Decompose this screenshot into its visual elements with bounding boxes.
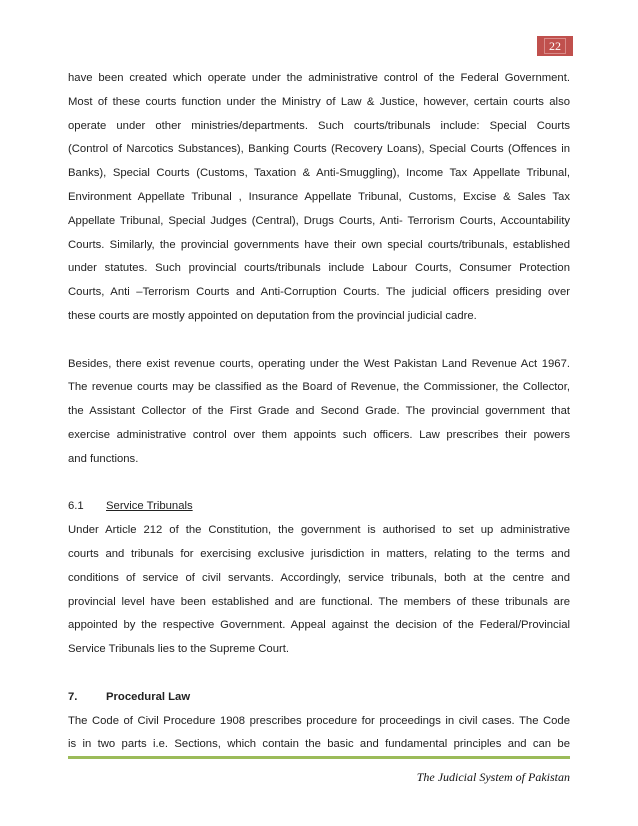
text-line: The revenue courts may be classified as the Board of Revenue, the Commissioner, the Collector, [68,381,570,394]
page-number-badge [537,36,573,56]
footer-rule [68,756,570,759]
text-line: appointed by the respective Government. Appeal against the decision of the Federal/Provincial [68,619,570,632]
section-title: Service Tribunals [106,500,193,513]
text-line: The Code of Civil Procedure 1908 prescribes procedure for proceedings in civil cases. The Code [68,714,570,727]
text-line: Environment Appellate Tribunal , Insurance Appellate Tribunal, Customs, Excise & Sales Tax [68,190,570,203]
text-line: Under Article 212 of the Constitution, the government is authorised to set up administrative [68,524,570,537]
text-line: the Assistant Collector of the First Grade and Second Grade. The provincial government that [68,405,570,418]
paragraph-special-courts [68,70,570,332]
text-line: provincial level have been established and are functional. The members of these tribunals are [68,595,570,608]
footer-title: The Judicial System of Pakistan [416,770,570,784]
text-line: Service Tribunals lies to the Supreme Court. [68,643,290,656]
paragraph-revenue-courts [68,356,570,475]
text-line: courts and tribunals for exercising exclusive jurisdiction in matters, relating to the terms and [68,547,570,560]
text-line: under statutes. Such provincial courts/tribunals include Labour Courts, Consumer Protection [68,262,570,275]
text-line: have been created which operate under the administrative control of the Federal Government. [68,72,570,84]
text-line: Besides, there exist revenue courts, operating under the West Pakistan Land Revenue Act 1967. [68,357,570,370]
text-line: Banks), Special Courts (Customs, Taxation & Anti-Smuggling), Income Tax Appellate Tribunal, [68,167,570,180]
section-heading-6-1 [68,498,570,522]
text-line: and functions. [68,452,139,465]
paragraph-procedural-law [68,713,570,761]
text-line: exercise administrative control over them appoints such officers. Law prescribes their powers [68,428,570,441]
text-line: Courts, Anti –Terrorism Courts and Anti-Corruption Courts. The judicial officers presiding over [68,286,570,299]
text-line: conditions of service of civil servants. Accordingly, service tribunals, both at the centre and [68,571,570,584]
text-line: (Control of Narcotics Substances), Banking Courts (Recovery Loans), Special Courts (Offences in [68,143,570,156]
section-number: 6.1 [68,500,84,513]
section-number: 7. [68,690,78,703]
section-title: Procedural Law [106,690,191,703]
text-line: operate under other ministries/departments. Such courts/tribunals include: Special Courts [68,119,570,132]
paragraph-service-tribunals [68,522,570,665]
text-line: these courts are mostly appointed on deputation from the provincial judicial cadre. [68,309,477,322]
text-line: Courts. Similarly, the provincial governments have their own special courts/tribunals, established [68,238,570,251]
text-line: Most of these courts function under the Ministry of Law & Justice, however, certain courts also [68,95,570,108]
text-line: Appellate Tribunal, Special Judges (Central), Drugs Courts, Anti- Terrorism Courts, Accountability [68,214,570,227]
page-body [68,70,570,760]
text-line: is in two parts i.e. Sections, which contain the basic and fundamental principles and can be [68,738,570,751]
section-heading-7 [68,689,570,713]
page-number: 22 [544,38,566,54]
